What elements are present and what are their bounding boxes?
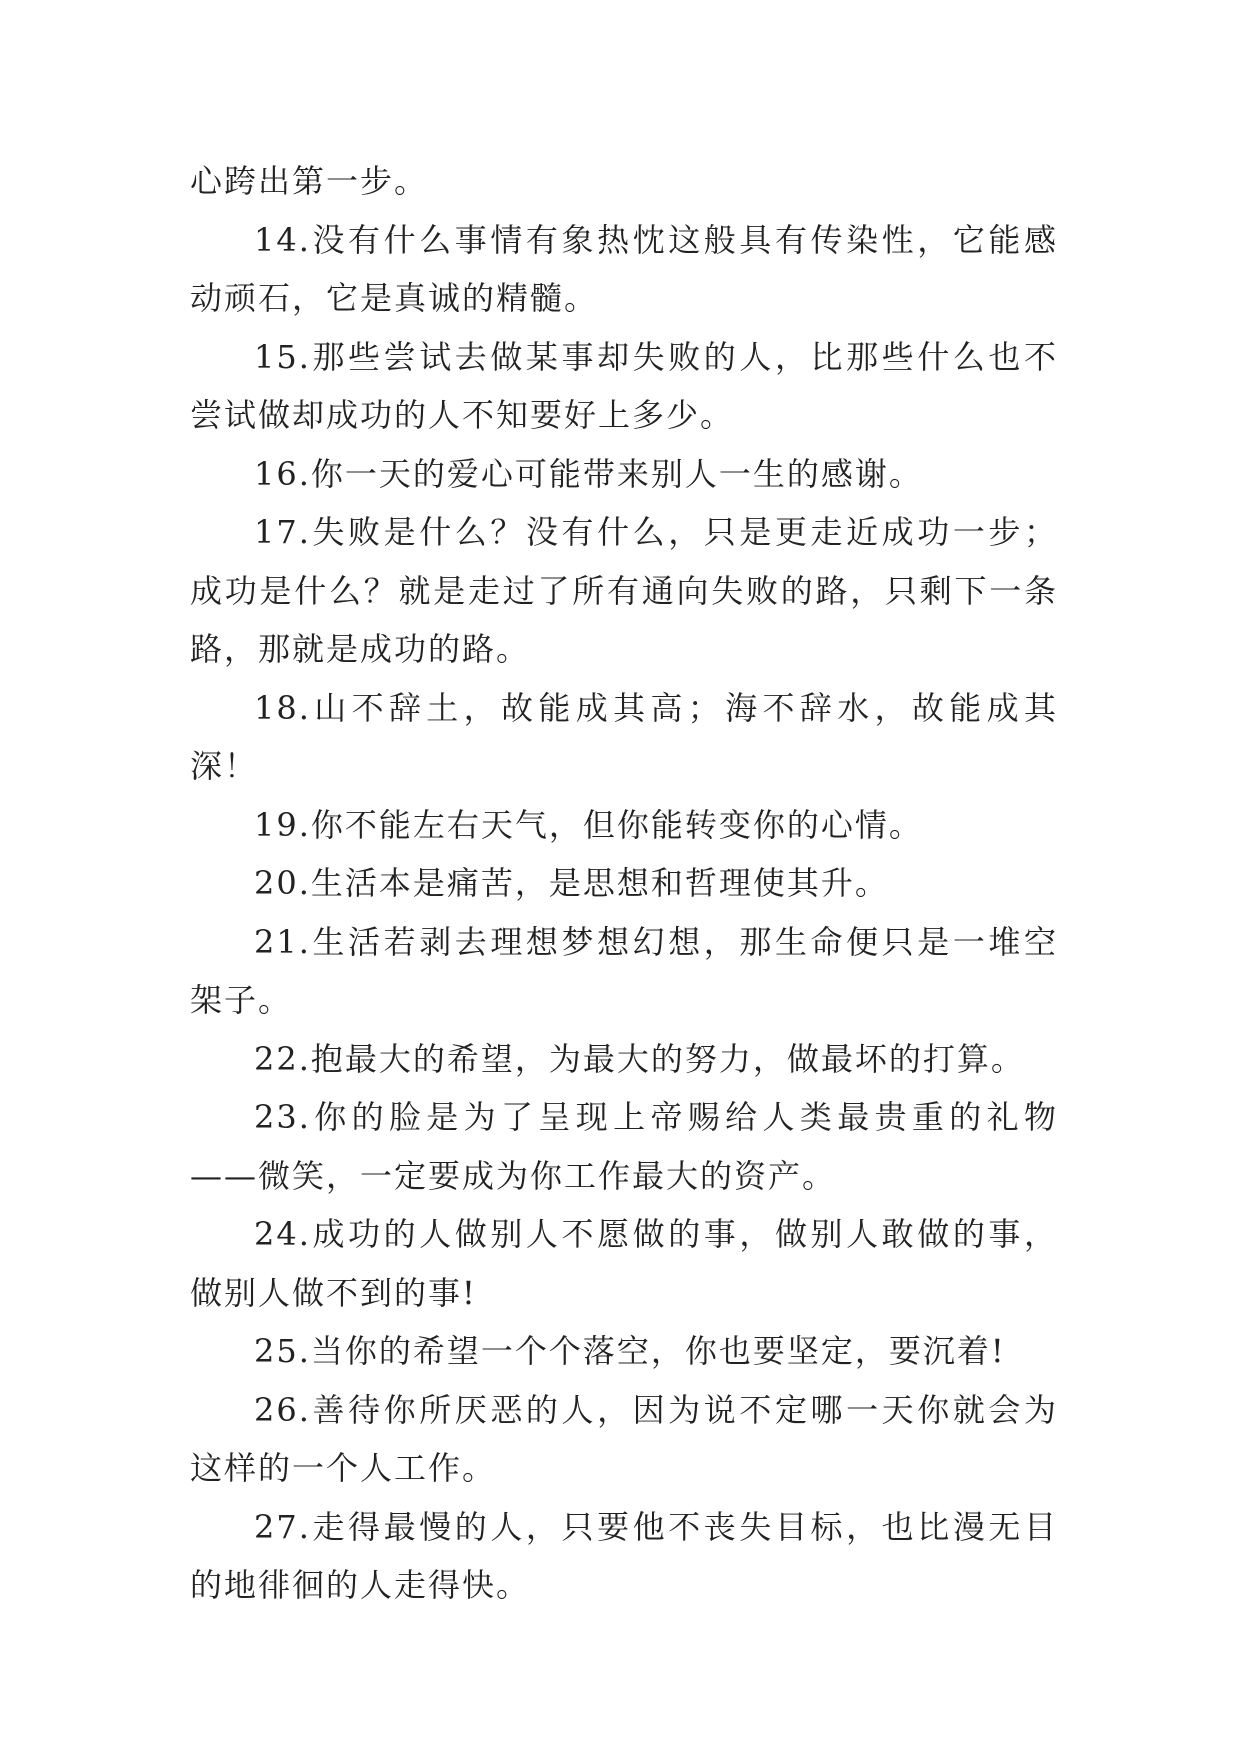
paragraph-continuation: 心跨出第一步。 [190,162,429,200]
quote-item-15: 15.那些尝试去做某事却失败的人，比那些什么也不尝试做却成功的人不知要好上多少。 [190,337,1058,434]
quote-item-17: 17.失败是什么？没有什么，只是更走近成功一步；成功是什么？就是走过了所有通向失败的路，只剩下一条路，那就是成功的路。 [190,513,1058,668]
quote-item-18: 18.山不辞土，故能成其高；海不辞水，故能成其深！ [190,688,1058,785]
quote-item-25: 25.当你的希望一个个落空，你也要坚定，要沉着! [254,1332,1006,1370]
quote-item-19: 19.你不能左右天气，但你能转变你的心情。 [254,805,923,844]
quote-item-23: 23.你的脸是为了呈现上帝赐给人类最贵重的礼物——微笑，一定要成为你工作最大的资产。 [190,1098,1058,1195]
document-body [190,152,1058,1615]
quote-item-22: 22.抱最大的希望，为最大的努力，做最坏的打算。 [254,1039,1025,1078]
quote-item-24: 24.成功的人做别人不愿做的事，做别人敢做的事，做别人做不到的事! [190,1215,1058,1312]
quote-item-21: 21.生活若剥去理想梦想幻想，那生命便只是一堆空架子。 [190,922,1058,1019]
quote-item-14: 14.没有什么事情有象热忱这般具有传染性，它能感动顽石，它是真诚的精髓。 [190,220,1058,317]
quote-item-27: 27.走得最慢的人，只要他不丧失目标，也比漫无目的地徘徊的人走得快。 [190,1507,1058,1604]
quote-item-26: 26.善待你所厌恶的人，因为说不定哪一天你就会为这样的一个人工作。 [190,1390,1058,1487]
quote-item-16: 16.你一天的爱心可能带来别人一生的感谢。 [254,454,923,493]
quote-item-20: 20.生活本是痛苦，是思想和哲理使其升。 [254,864,889,902]
